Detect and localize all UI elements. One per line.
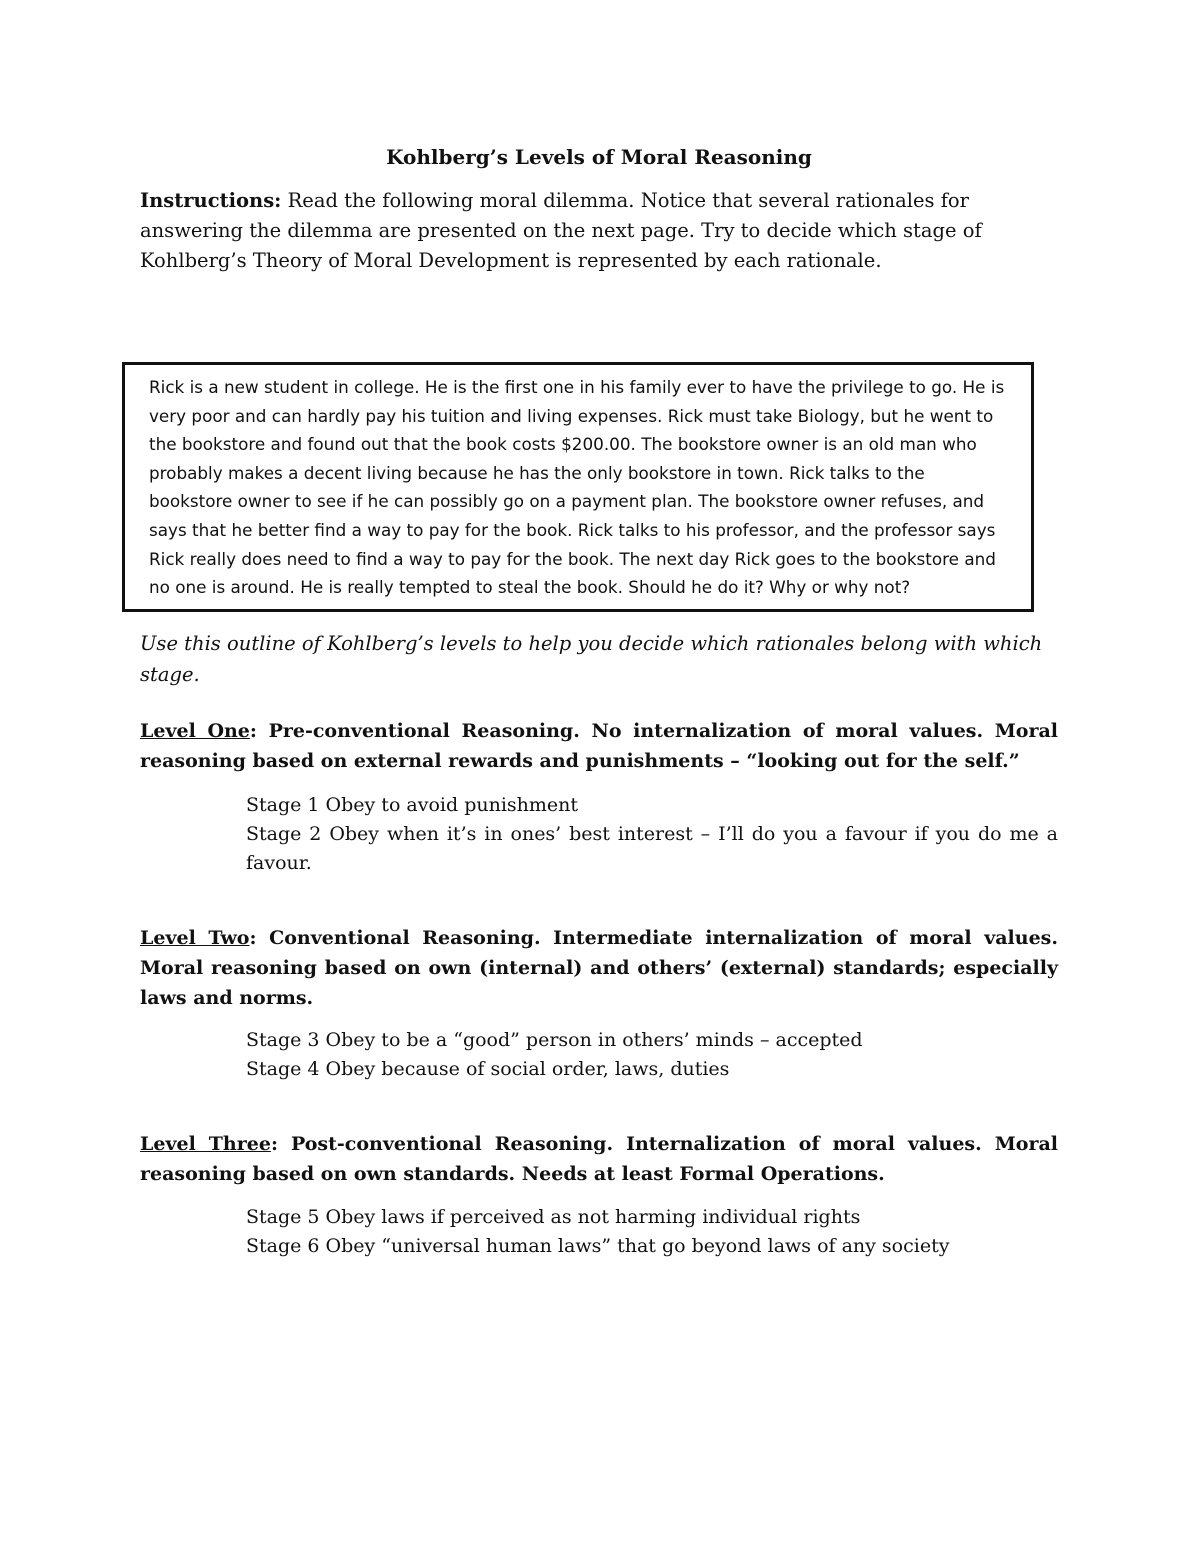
stage-item: Stage 5 Obey laws if perceived as not harming individual rights (246, 1206, 861, 1228)
dilemma-text: Rick is a new student in college. He is the first one in his family ever to have the privilege to go. He is very poor and can hardly pay his tuition and living expenses. Rick must take Biology, but he went to the bookstore and found out that the book costs $200.00. The bookstore owner is an old man who probably makes a decent living because he has the only bookstore in town. Rick talks to the bookstore owner to see if he can possibly go on a payment plan. The bookstore owner refuses, and says that he better find a way to pay for the book. Rick talks to his professor, and the professor says Rick really does need to find a way to pay for the book. The next day Rick goes to the bookstore and no one is around. He is really tempted to steal the book. Should he do it? Why or why not? (149, 377, 1005, 598)
level-three-stages (246, 1203, 1058, 1261)
level-three-heading (140, 1129, 1058, 1189)
level-separator: : (249, 927, 257, 949)
level-name: Level Two (140, 927, 250, 949)
level-one-stages (246, 791, 1058, 878)
instructions-text: Read the following moral dilemma. Notice that several rationales for answering the dilemma are presented on the next page. Try to decide which stage of Kohlberg’s Theory of Moral Development is represented by each rationale. (140, 189, 982, 272)
level-two-stages (246, 1026, 1058, 1084)
level-description: Post-conventional Reasoning. Internalization of moral values. Moral reasoning based on own standards. Needs at least Formal Operations. (140, 1133, 1058, 1185)
level-separator: : (270, 1133, 278, 1155)
stage-item: Stage 1 Obey to avoid punishment (246, 794, 579, 816)
level-name: Level Three (140, 1133, 271, 1155)
outline-note: Use this outline of Kohlberg’s levels to help you decide which rationales belong with which stage. (140, 632, 1043, 686)
page-title: Kohlberg’s Levels of Moral Reasoning (386, 145, 812, 169)
level-description: Pre-conventional Reasoning. No internalization of moral values. Moral reasoning based on external rewards and punishments – “looking out for the self.” (140, 720, 1058, 772)
level-name: Level One (140, 720, 250, 742)
dilemma-box (122, 362, 1034, 612)
stage-item: Stage 4 Obey because of social order, laws, duties (246, 1058, 730, 1080)
level-separator: : (249, 720, 257, 742)
stage-item: Stage 6 Obey “universal human laws” that go beyond laws of any society (246, 1235, 950, 1257)
stage-item: Stage 3 Obey to be a “good” person in others’ minds – accepted (246, 1029, 863, 1051)
instructions-paragraph (140, 186, 1058, 276)
level-two-heading (140, 923, 1058, 1013)
instructions-label: Instructions: (140, 189, 282, 212)
level-one-heading (140, 716, 1058, 776)
level-description: Conventional Reasoning. Intermediate internalization of moral values. Moral reasoning based on own (internal) and others’ (external) standards; especially laws and norms. (140, 927, 1058, 1009)
stage-item: Stage 2 Obey when it’s in ones’ best interest – I’ll do you a favour if you do me a favour. (246, 823, 1058, 874)
